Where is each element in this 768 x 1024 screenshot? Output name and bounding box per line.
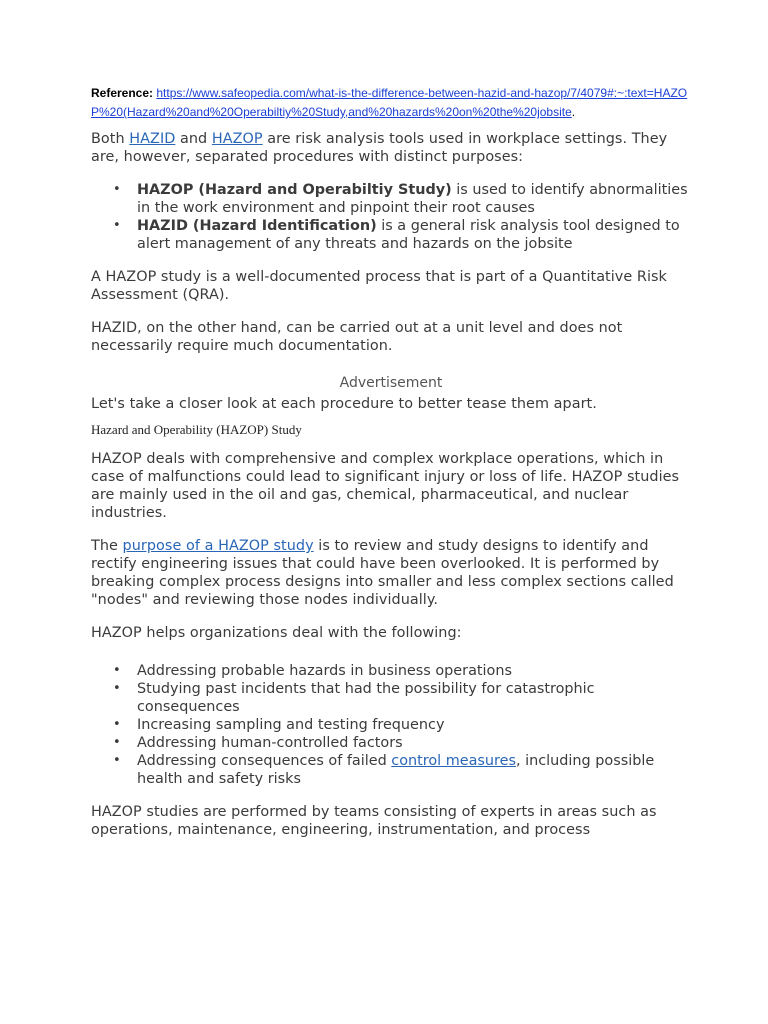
reference-trailing: . xyxy=(571,105,576,119)
closer-look-paragraph: Let's take a closer look at each procedure to better tease them apart. xyxy=(91,396,597,412)
list-item: • HAZOP (Hazard and Operabiltiy Study) is used to identify abnormalities in the work environment and pinpoint their root causes xyxy=(137,181,691,217)
teams-paragraph: HAZOP studies are performed by teams consisting of experts in areas such as operations, maintenance, engineering, instrumentation, and process xyxy=(91,804,657,838)
definition-term: HAZOP (Hazard and Operabiltiy Study) xyxy=(137,182,452,198)
list-item: • Increasing sampling and testing frequency xyxy=(137,716,691,734)
advertisement-label: Advertisement xyxy=(339,375,443,391)
definitions-list xyxy=(91,181,691,253)
list-item: • Studying past incidents that had the possibility for catastrophic consequences xyxy=(137,680,691,716)
list-item: • Addressing human-controlled factors xyxy=(137,734,691,752)
purpose-paragraph: The purpose of a HAZOP study is to review and study designs to identify and rectify engineering issues that could have been overlooked. It is performed by breaking complex process designs into smaller and less complex sections called "nodes" and reviewing those nodes individually. xyxy=(91,538,674,608)
list-item: • Addressing probable hazards in business operations xyxy=(137,662,691,680)
section-heading: Hazard and Operability (HAZOP) Study xyxy=(91,422,302,437)
qra-paragraph: A HAZOP study is a well-documented process that is part of a Quantitative Risk Assessment (QRA). xyxy=(91,269,667,303)
list-item: • Addressing consequences of failed control measures, including possible health and safety risks xyxy=(137,752,691,788)
hazop-link[interactable]: HAZOP xyxy=(211,131,263,147)
reference-line xyxy=(91,84,691,122)
hazid-link[interactable]: HAZID xyxy=(129,131,176,147)
list-item: • HAZID (Hazard Identification) is a general risk analysis tool designed to alert management of any threats and hazards on the jobsite xyxy=(137,217,691,253)
hazop-deals-paragraph: HAZOP deals with comprehensive and complex workplace operations, which in case of malfunctions could lead to significant injury or loss of life. HAZOP studies are mainly used in the oil and gas, chemical, pharmaceutical, and nuclear industries. xyxy=(91,451,680,521)
reference-label: Reference: xyxy=(91,86,154,100)
hazid-level-paragraph: HAZID, on the other hand, can be carried out at a unit level and does not necessarily require much documentation. xyxy=(91,320,623,354)
purpose-link[interactable]: purpose of a HAZOP study xyxy=(122,538,314,554)
reference-url-link[interactable]: https://www.safeopedia.com/what-is-the-difference-between-hazid-and-hazop/7/4079#:~:text=HAZOP%20(Hazard%20and%20Operabiltiy%20Study,and%20hazards%20on%20the%20jobsite xyxy=(91,86,688,119)
intro-paragraph: Both HAZID and HAZOP are risk analysis tools used in workplace settings. They are, however, separated procedures with distinct purposes: xyxy=(91,131,668,165)
helps-paragraph: HAZOP helps organizations deal with the following: xyxy=(91,625,462,641)
control-measures-link[interactable]: control measures xyxy=(391,753,516,769)
definition-term: HAZID (Hazard Identification) xyxy=(137,218,377,234)
helps-list xyxy=(91,662,691,788)
document-page xyxy=(91,84,691,854)
